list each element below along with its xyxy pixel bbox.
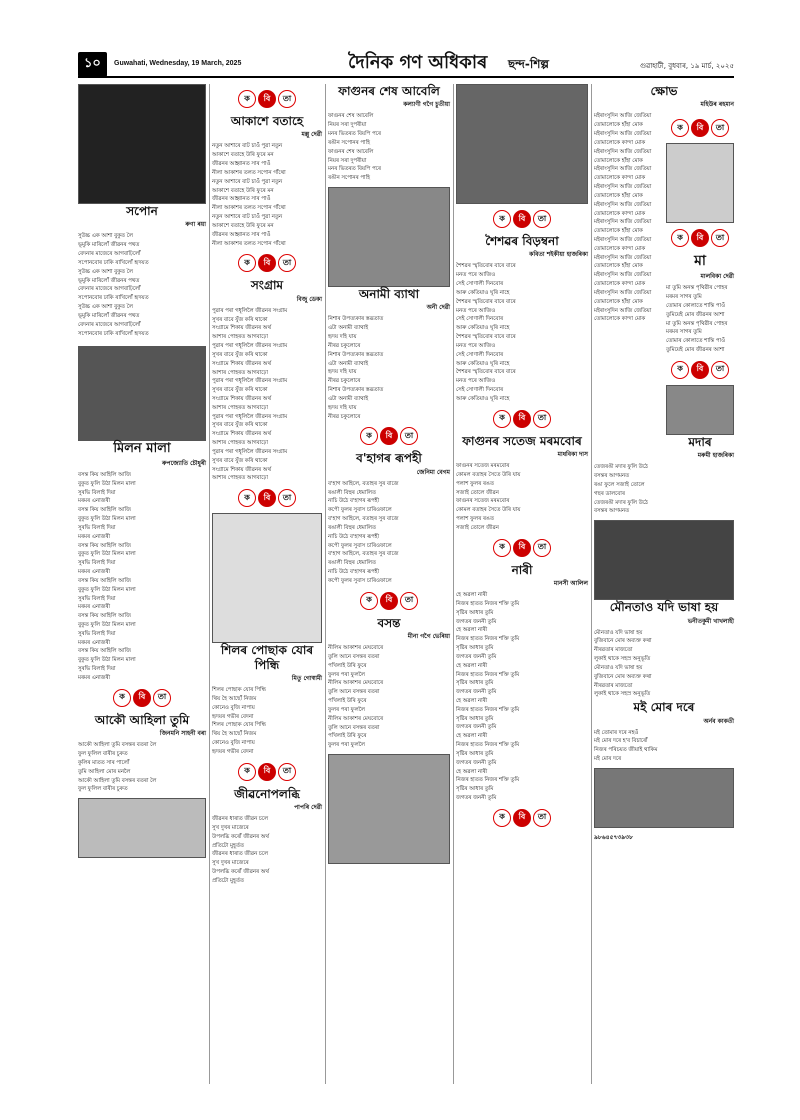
poem-author: কল্যাণী গগৈ চুতীয়া <box>403 101 450 109</box>
poem-body: ফাগুনৰ সতেজ মৰমবোৰ কোমল বতাহৰ সৈতে উৰি যায় পলাশ ফুলৰ ৰঙত সজাই তোলে জীৱন ফাগুনৰ সতেজ মৰমবোৰ কোমল বতাহৰ সৈতে উৰি যায় পলাশ ফুলৰ ৰঙত সজাই তোলে জীৱন <box>456 463 521 531</box>
poem-author: মল্লু দেৱী <box>301 131 322 139</box>
poem-title: শিলৰ পোছাক যোৰ পিন্ধি <box>220 643 314 672</box>
poem-title: আকৌ আহিলা তুমি <box>94 712 190 727</box>
poem-author: বিজু ডেকা <box>296 295 322 303</box>
poem-title: অনামী ব্যাথা <box>358 287 420 302</box>
poem-title: মই মোৰ দৰে <box>633 700 695 715</box>
poem-body: শিলৰ পোছাক যোৰ পিন্ধি থিয় হৈ আছোঁ নিজম কোনেও বুজি নাপায় হৃদয়ৰ গভীৰ বেদনা শিলৰ পোছাক যোৰ পিন্ধি থিয় হৈ আছোঁ নিজম কোনেও বুজি নাপায় হৃদয়ৰ গভীৰ বেদনা <box>212 687 266 755</box>
phone-number: ৯৮৬৪৫৭৩৯৩৮ <box>594 833 633 841</box>
kobita-badge: ক বি তা <box>212 254 322 272</box>
kobita-badge: ক বি তা <box>456 410 588 428</box>
header-date-as: গুৱাহাটী, বুধবাৰ, ১৯ মাৰ্চ, ২০২৫ <box>639 62 734 70</box>
poem-author: মৰুমী হাজৰিকা <box>697 452 734 460</box>
column-divider <box>591 84 592 1084</box>
newspaper-page <box>78 48 734 1088</box>
poem-author: মালবিকা দেৱী <box>700 273 734 281</box>
kobita-badge: ক বি তা <box>666 229 734 247</box>
poem-body: বসন্ত কিয় আহিলি আজি বুকুত ফুলি উঠা মিলন মালা সুৰভি বিলাই দিয়া মৰমৰ এনাজৰী বসন্ত কিয় আহিলি আজি বুকুত ফুলি উঠা মিলন মালা সুৰভি বিলাই দিয়া মৰমৰ এনাজৰী বসন্ত কিয় আহিলি আজি বুকুত ফুলি উঠা মিলন মালা সুৰভি বিলাই দিয়া মৰমৰ এনাজৰী বসন্ত কিয় আহিলি আজি বুকুত ফুলি উঠা মিলন মালা সুৰভি বিলাই দিয়া মৰমৰ এনাজৰী বসন্ত কিয় আহিলি আজি বুকুত ফুলি উঠা মিলন মালা সুৰভি বিলাই দিয়া মৰমৰ এনাজৰী বসন্ত কিয় আহিলি আজি বুকুত ফুলি উঠা মিলন মালা সুৰভি বিলাই দিয়া মৰমৰ এনাজৰী <box>78 471 136 681</box>
kobita-badge: ক বি তা <box>328 427 450 445</box>
poem-body: মই তোমাৰ দৰে নহওঁ মই মোৰ দৰে হ'ব বিচাৰোঁ নিজৰ পৰিচয়ত জীয়াই থাকিম মই মোৰ দৰে <box>594 729 658 763</box>
birds-image <box>594 520 734 600</box>
column-3 <box>328 84 450 864</box>
poem-body: মা তুমি অনন্ত পৃথিৱীৰ পোহৰ মৰমৰ সাগৰ তুমি তোমাৰ কোলাতে শান্তি পাওঁ তুমিয়েই মোৰ জীৱনৰ আশা মা তুমি অনন্ত পৃথিৱীৰ পোহৰ মৰমৰ সাগৰ তুমি তোমাৰ কোলাতে শান্তি পাওঁ তুমিয়েই মোৰ জীৱনৰ আশা <box>666 285 728 353</box>
poem-title: আকাশে বতাহে <box>230 114 304 128</box>
column-1 <box>78 84 206 858</box>
kobita-badge: ক বি তা <box>666 119 734 137</box>
kobita-badge: ক বি তা <box>212 763 322 781</box>
poem-title: জীৱনোপলব্ধি <box>234 786 300 801</box>
column-divider <box>453 84 454 1084</box>
page-header <box>78 48 734 78</box>
poem-body: নীলিম আকাশৰ মেঘবোৰে তুলি আনে বসন্তৰ বতৰা পখিলাই উৰি ফুৰে ফুলৰ পৰা ফুললৈ নীলিম আকাশৰ মেঘবোৰে তুলি আনে বসন্তৰ বতৰা পখিলাই উৰি ফুৰে ফুলৰ পৰা ফুললৈ নীলিম আকাশৰ মেঘবোৰে তুলি আনে বসন্তৰ বতৰা পখিলাই উৰি ফুৰে ফুলৰ পৰা ফুললৈ <box>328 645 384 749</box>
kobita-badge: ক বি তা <box>456 539 588 557</box>
column-divider <box>325 84 326 1084</box>
poem-body: ব'হাগ আহিলে, বতাহৰ সুৰ বাজে ৰঙালী বিহুৰ ধেমালিত নাচি উঠে ব'হাগৰ ৰূপহী কপৌ ফুলৰ সুবাস চাৰিওফালে ব'হাগ আহিলে, বতাহৰ সুৰ বাজে ৰঙালী বিহুৰ ধেমালিত নাচি উঠে ব'হাগৰ ৰূপহী কপৌ ফুলৰ সুবাস চাৰিওফালে ব'হাগ আহিলে, বতাহৰ সুৰ বাজে ৰঙালী বিহুৰ ধেমালিত নাচি উঠে ব'হাগৰ ৰূপহী কপৌ ফুলৰ সুবাস চাৰিওফালে <box>328 480 399 584</box>
poem-title: মা <box>694 253 706 270</box>
poem-title: ব'হাগৰ ৰূপহী <box>356 451 422 466</box>
poem-title: মদাৰ <box>688 434 712 449</box>
poem-body: আকৌ আহিলা তুমি বসন্তৰ বতৰা লৈ ফুল ফুলিল বাৰীৰ চুকত কুলিৰ মাতত সাৰ পালোঁ তুমি আহিলা মোৰ মনলৈ আকৌ আহিলা তুমি বসন্তৰ বতৰা লৈ ফুল ফুলিল বাৰীৰ চুকত <box>78 742 157 793</box>
poem-title: ক্ষোভ <box>650 84 678 98</box>
poem-author: ৰুপজ্যোতি চৌধুৰী <box>161 459 206 467</box>
sunflower-image <box>328 754 450 864</box>
column-4 <box>456 84 588 833</box>
doves-image <box>666 143 734 223</box>
poem-title: নাৰী <box>511 562 533 577</box>
poem-title: সংগ্ৰাম <box>250 278 284 293</box>
candle-image <box>78 84 206 204</box>
poem-author: ৰুণা ৰয়া <box>185 221 206 229</box>
rose-image <box>328 187 450 287</box>
kobita-badge: ক বি তা <box>328 592 450 610</box>
poem-title: ফাগুনৰ সতেজ মৰমবোৰ <box>462 433 582 448</box>
section-title: ছন্দ-শিল্প <box>508 57 549 71</box>
poem-body: মইৰাংসুদিন আজি জেতিয়া তোমালোকে হাঁহা মোক মইৰাংসুদিন আজি জেতিয়া তোমালোকে কান্দা মোক মইৰাংসুদিন আজি জেতিয়া তোমালোকে হাঁহা মোক মইৰাংসুদিন আজি জেতিয়া তোমালোকে কান্দা মোক মইৰাংসুদিন আজি জেতিয়া তোমালোকে হাঁহা মোক মইৰাংসুদিন আজি জেতিয়া তোমালোকে কান্দা মোক মইৰাংসুদিন আজি জেতিয়া তোমালোকে হাঁহা মোক মইৰাংসুদিন আজি জেতিয়া তোমালোকে কান্দা মোক মইৰাংসুদিন আজি জেতিয়া তোমালোকে হাঁহা মোক মইৰাংসুদিন আজি জেতিয়া তোমালোকে কান্দা মোক মইৰাংসুদিন আজি জেতিয়া তোমালোকে হাঁহা মোক মইৰাংসুদিন আজি জেতিয়া তোমালোকে কান্দা মোক <box>594 113 652 323</box>
poem-body: জীৱনৰ ধাৰাত জীৱন চলে সুখ দুখৰ মাজেৰে উপলব্ধি কৰোঁ জীৱনৰ অৰ্থ প্ৰতিটো মুহূৰ্তত জীৱনৰ ধাৰাত জীৱন চলে সুখ দুখৰ মাজেৰে উপলব্ধি কৰোঁ জীৱনৰ অৰ্থ প্ৰতিটো মুহূৰ্তত <box>212 816 269 884</box>
poem-body: নিশাৰ উপত্যকাৰ স্তব্ধতাত এটা অনামী ব্যাথাই হৃদয় দহি যায় নীৰৱ চকুলোৰে নিশাৰ উপত্যকাৰ স্তব্ধতাত এটা অনামী ব্যাথাই হৃদয় দহি যায় নীৰৱ চকুলোৰে নিশাৰ উপত্যকাৰ স্তব্ধতাত এটা অনামী ব্যাথাই হৃদয় দহি যায় নীৰৱ চকুলোৰে <box>328 316 384 420</box>
poem-body: ফাগুনৰ শেষ আবেলি নিয়ৰ সৰা দুপৰীয়া মনৰ ভিতৰত বিয়পি পৰে ৰঙীন সপোনৰ পাহি ফাগুনৰ শেষ আবেলি নিয়ৰ সৰা দুপৰীয়া মনৰ ভিতৰত বিয়পি পৰে ৰঙীন সপোনৰ পাহি <box>328 113 381 182</box>
poem-author: অৰ্নব কাকতী <box>703 717 734 725</box>
poem-body: সুউচ্চ এক আশা বুকুত লৈ ভূমুকি মাৰিলোঁ জীৱনৰ পথত বেদনাৰ মাজেৰে আগবাঢ়িলোঁ সপোনবোৰ ঢাকি ৰাখিলোঁ হৃদয়ত সুউচ্চ এক আশা বুকুত লৈ ভূমুকি মাৰিলোঁ জীৱনৰ পথত বেদনাৰ মাজেৰে আগবাঢ়িলোঁ সপোনবোৰ ঢাকি ৰাখিলোঁ হৃদয়ত সুউচ্চ এক আশা বুকুত লৈ ভূমুকি মাৰিলোঁ জীৱনৰ পথত বেদনাৰ মাজেৰে আগবাঢ়িলোঁ সপোনবোৰ ঢাকি ৰাখিলোঁ হৃদয়ত <box>78 233 149 337</box>
column-2 <box>212 84 322 887</box>
poem-author: ভনীতকুমী খাখলাহী <box>687 617 734 625</box>
poem-author: অনী দেৱী <box>426 304 450 312</box>
tree-image <box>456 84 588 204</box>
poem-author: মাধবিকা দাস <box>557 451 588 459</box>
poem-author: জেনিমা বেগম <box>416 468 450 476</box>
poem-title: সপোন <box>126 204 158 218</box>
poem-author: জিনমনি সাহনী বৰা <box>159 730 206 738</box>
kobita-badge: ক বি তা <box>456 809 588 827</box>
poem-title: মিলন মালা <box>113 441 171 457</box>
poem-title: ফাগুনৰ শেষ আবেলি <box>338 84 440 98</box>
masthead: দৈনিক গণ অধিকাৰ <box>348 52 488 73</box>
umbrella-image <box>78 798 206 858</box>
poem-author: মিতু গোস্বামী <box>291 675 322 683</box>
poem-body: শৈশৱৰ স্মৃতিবোৰ বাৰে বাৰে মনত পৰে আজিও সেই সোণালী দিনবোৰ আৰু কেতিয়াও ঘূৰি নাহে শৈশৱৰ স্মৃতিবোৰ বাৰে বাৰে মনত পৰে আজিও সেই সোণালী দিনবোৰ আৰু কেতিয়াও ঘূৰি নাহে শৈশৱৰ স্মৃতিবোৰ বাৰে বাৰে মনত পৰে আজিও সেই সোণালী দিনবোৰ আৰু কেতিয়াও ঘূৰি নাহে শৈশৱৰ স্মৃতিবোৰ বাৰে বাৰে মনত পৰে আজিও সেই সোণালী দিনবোৰ আৰু কেতিয়াও ঘূৰি নাহে <box>456 263 516 402</box>
poem-title: বসন্ত <box>377 615 401 630</box>
poem-author: পাপৰি দেৱী <box>294 804 322 812</box>
poem-body: তেজৰঙী মদাৰ ফুলি উঠে বসন্তৰ আগমনত ৰঙা ফুলে সজাই তোলে গছৰ ডালবোৰ তেজৰঙী মদাৰ ফুলি উঠে বসন্তৰ আগমনত <box>594 464 648 515</box>
kobita-badge: ক বি তা <box>666 361 734 379</box>
column-divider <box>209 84 210 1084</box>
poem-body: পুৱাৰ পৰা গধূলিলৈ জীৱনৰ সংগ্ৰাম সুখৰ বাবে যুঁজ কৰি থাকো সংগ্ৰামে শিকায় জীৱনৰ অৰ্থ আশাৰ পোহৰত আগবাঢ়ো পুৱাৰ পৰা গধূলিলৈ জীৱনৰ সংগ্ৰাম সুখৰ বাবে যুঁজ কৰি থাকো সংগ্ৰামে শিকায় জীৱনৰ অৰ্থ আশাৰ পোহৰত আগবাঢ়ো পুৱাৰ পৰা গধূলিলৈ জীৱনৰ সংগ্ৰাম সুখৰ বাবে যুঁজ কৰি থাকো সংগ্ৰামে শিকায় জীৱনৰ অৰ্থ আশাৰ পোহৰত আগবাঢ়ো পুৱাৰ পৰা গধূলিলৈ জীৱনৰ সংগ্ৰাম সুখৰ বাবে যুঁজ কৰি থাকো সংগ্ৰামে শিকায় জীৱনৰ অৰ্থ আশাৰ পোহৰত আগবাঢ়ো পুৱাৰ পৰা গধূলিলৈ জীৱনৰ সংগ্ৰাম সুখৰ বাবে যুঁজ কৰি থাকো সংগ্ৰামে শিকায় জীৱনৰ অৰ্থ আশাৰ পোহৰত আগবাঢ়ো <box>212 307 288 482</box>
poem-author: মহিউৰ ৰহমান <box>700 101 734 109</box>
poem-author: মীনা গগৈ ভেৰিয়া <box>407 633 450 641</box>
poem-body: হে অৱলা নাৰী নিজৰ হাতত নিজৰ শক্তি তুমি সৃষ্টিৰ আধাৰ তুমি জগতৰ জননী তুমি হে অৱলা নাৰী নিজৰ হাতত নিজৰ শক্তি তুমি সৃষ্টিৰ আধাৰ তুমি জগতৰ জননী তুমি হে অৱলা নাৰী নিজৰ হাতত নিজৰ শক্তি তুমি সৃষ্টিৰ আধাৰ তুমি জগতৰ জননী তুমি হে অৱলা নাৰী নিজৰ হাতত নিজৰ শক্তি তুমি সৃষ্টিৰ আধাৰ তুমি জগতৰ জননী তুমি হে অৱলা নাৰী নিজৰ হাতত নিজৰ শক্তি তুমি সৃষ্টিৰ আধাৰ তুমি জগতৰ জননী তুমি হে অৱলা নাৰী নিজৰ হাতত নিজৰ শক্তি তুমি সৃষ্টিৰ আধাৰ তুমি জগতৰ জননী তুমি <box>456 592 520 802</box>
poem-body: মৌনতাও যদি ভাষা হয় বুজিবানে মোৰ অব্যক্ত কথা নীৰৱতাৰ মাজতো লুকাই থাকে সহস্ৰ অনুভূতি মৌনতাও যদি ভাষা হয় বুজিবানে মোৰ অব্যক্ত কথা নীৰৱতাৰ মাজতো লুকাই থাকে সহস্ৰ অনুভূতি <box>594 629 652 698</box>
kobita-badge: ক বি তা <box>456 210 588 228</box>
kobita-badge: ক বি তা <box>78 689 206 707</box>
poem-author: কবিতা শইকীয়া হাজৰিকা <box>529 251 588 259</box>
header-date-en: Guwahati, Wednesday, 19 March, 2025 <box>114 60 242 67</box>
poem-title: মৌনতাও যদি ভাষা হয় <box>609 600 719 615</box>
book-image <box>666 385 734 435</box>
girl-sketch-image <box>212 513 322 643</box>
kobita-badge: ক বি তা <box>212 489 322 507</box>
proposal-image <box>594 768 734 828</box>
poem-author: মানসী আলিল <box>553 580 588 588</box>
kobita-badge: ক বি তা <box>212 90 322 108</box>
column-5 <box>594 84 734 846</box>
flower-image <box>78 346 206 441</box>
poem-body: নতুন আশাৰে বাট চাওঁ পুৱা নতুন আকাশে বতাহে উৰি ফুৰে মন জীৱনৰ আহ্বানত সাৰ পাওঁ নীলা আকাশৰ তলত সপোন গাঁথো নতুন আশাৰে বাট চাওঁ পুৱা নতুন আকাশে বতাহে উৰি ফুৰে মন জীৱনৰ আহ্বানত সাৰ পাওঁ নীলা আকাশৰ তলত সপোন গাঁথো নতুন আশাৰে বাট চাওঁ পুৱা নতুন আকাশে বতাহে উৰি ফুৰে মন জীৱনৰ আহ্বানত সাৰ পাওঁ নীলা আকাশৰ তলত সপোন গাঁথো <box>212 143 286 247</box>
page-number: ১০ <box>78 52 107 77</box>
poem-title: শৈশৱৰ বিড়ম্বনা <box>485 234 559 248</box>
